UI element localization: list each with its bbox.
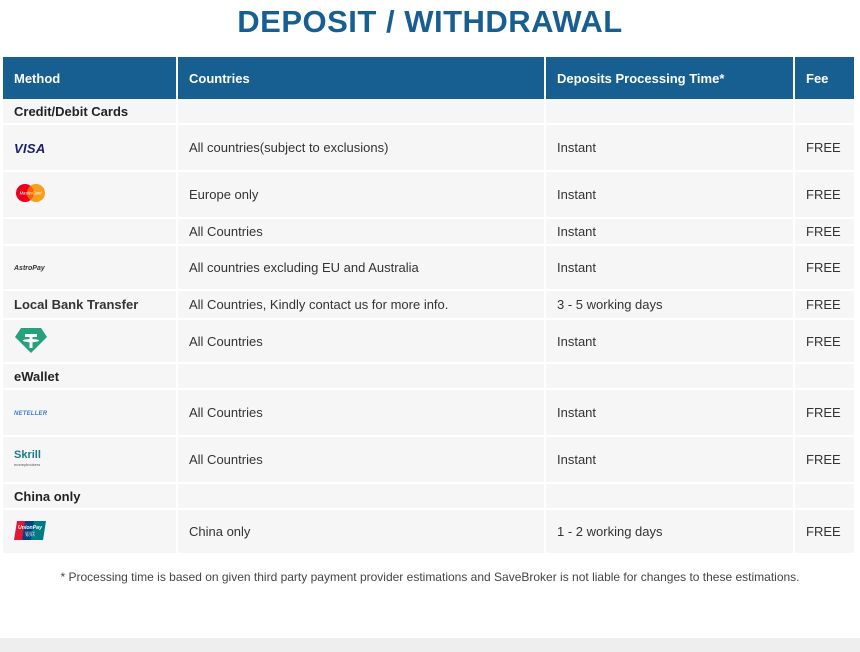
section-label-china: China only [3,484,178,510]
table-row-astropay [3,246,854,291]
section-row-china [3,484,854,510]
countries-cell: All Countries [178,320,546,364]
countries-cell: All countries excluding EU and Australia [178,246,546,291]
section-label-cards: Credit/Debit Cards [3,99,178,125]
time-cell: 1 - 2 working days [546,510,795,555]
countries-cell: All Countries [178,390,546,437]
svg-text:银联: 银联 [24,531,36,538]
countries-cell: All Countries, Kindly contact us for more info. [178,291,546,320]
visa-logo: VISA [14,140,46,156]
tether-logo [14,326,48,357]
time-cell: Instant [546,219,795,246]
table-row-neteller [3,390,854,437]
table-row-cards-all [3,219,854,246]
fee-cell: FREE [795,320,854,364]
section-row-ewallet [3,364,854,390]
time-cell: Instant [546,125,795,172]
countries-cell: China only [178,510,546,555]
countries-cell: All Countries [178,219,546,246]
time-cell: Instant [546,320,795,364]
footnote: * Processing time is based on given third party payment provider estimations and SaveBroker is not liable for changes to these estimations. [60,570,800,584]
countries-cell: All Countries [178,437,546,484]
time-cell: Instant [546,437,795,484]
header-countries: Countries [178,57,546,99]
table-row-tether [3,320,854,364]
time-cell: Instant [546,390,795,437]
table-row-skrill [3,437,854,484]
fee-cell: FREE [795,125,854,172]
fee-cell: FREE [795,219,854,246]
method-cell [3,125,178,172]
method-cell [3,437,178,484]
header-fee: Fee [795,57,854,99]
method-cell [3,510,178,555]
table-header-row [3,57,854,99]
method-cell: Local Bank Transfer [3,291,178,320]
time-cell: 3 - 5 working days [546,291,795,320]
method-cell [3,172,178,219]
bottom-bar [0,638,860,652]
table-row-mastercard [3,172,854,219]
header-processing-time: Deposits Processing Time* [546,57,795,99]
method-cell [3,320,178,364]
fee-cell: FREE [795,172,854,219]
fee-cell: FREE [795,390,854,437]
mastercard-logo [14,183,47,206]
time-cell: Instant [546,246,795,291]
fee-cell: FREE [795,437,854,484]
method-cell [3,219,178,246]
svg-text:MasterCard: MasterCard [19,190,42,196]
unionpay-logo [14,520,46,544]
neteller-logo: NETELLER [14,410,48,417]
fee-cell: FREE [795,246,854,291]
page-title: DEPOSIT / WITHDRAWAL [237,4,623,39]
countries-cell: All countries(subject to exclusions) [178,125,546,172]
countries-cell: Europe only [178,172,546,219]
svg-text:UnionPay: UnionPay [18,524,42,531]
header-method: Method [3,57,178,99]
time-cell: Instant [546,172,795,219]
method-cell [3,246,178,291]
method-cell [3,390,178,437]
astropay-logo: AstroPay [14,265,45,273]
section-label-ewallet: eWallet [3,364,178,390]
skrill-logo: Skrill moneybookers [14,449,41,467]
table-row-visa [3,125,854,172]
payment-methods-table [3,57,854,555]
table-row-bank-transfer [3,291,854,320]
table-row-unionpay [3,510,854,555]
section-row-cards [3,99,854,125]
fee-cell: FREE [795,291,854,320]
fee-cell: FREE [795,510,854,555]
